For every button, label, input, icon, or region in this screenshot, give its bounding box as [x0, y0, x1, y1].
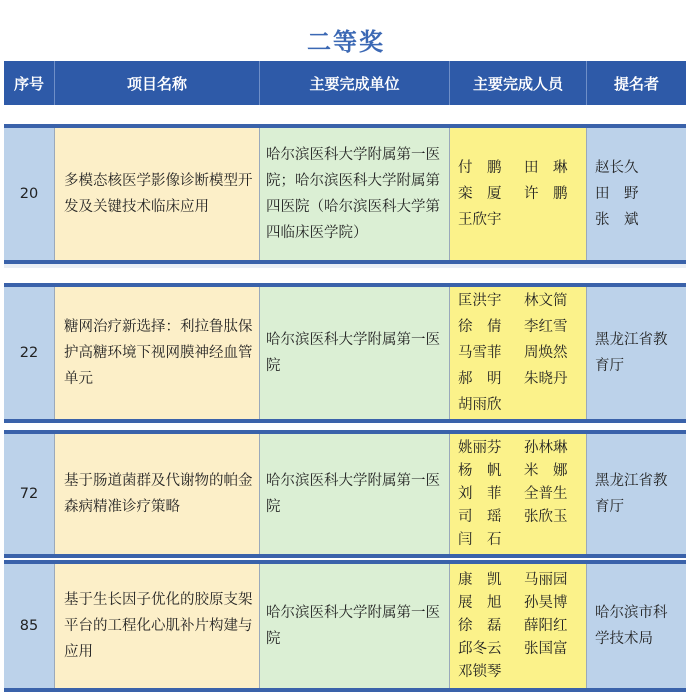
- person: 展 旭: [458, 594, 502, 611]
- row-unit: [260, 287, 450, 419]
- row-no: 20: [4, 128, 55, 260]
- project-name-text: 基于肠道菌群及代谢物的帕金森病精准诊疗策略: [64, 473, 253, 515]
- person: 匡洪宇: [458, 293, 502, 309]
- nominator-text: 张 斌: [595, 212, 639, 228]
- row-no: 72: [4, 434, 55, 554]
- table-header: [4, 61, 686, 105]
- person: 米 娜: [524, 462, 568, 479]
- person: 林文简: [524, 293, 568, 309]
- nominator-text: 哈尔滨市科学技术局: [595, 605, 668, 647]
- person: 付 鹏: [458, 160, 502, 176]
- row-unit: [260, 564, 450, 688]
- row-people: [450, 128, 587, 260]
- row-people: [450, 564, 587, 688]
- person: 胡雨欣: [458, 397, 502, 413]
- row-project-name: [55, 128, 260, 260]
- row-project-name: [55, 434, 260, 554]
- row-people: [450, 287, 587, 419]
- person: 刘 菲: [458, 485, 502, 502]
- row-nominator: [587, 564, 686, 688]
- project-name-text: 多模态核医学影像诊断模型开发及关键技术临床应用: [64, 173, 253, 215]
- person: 司 瑶: [458, 508, 502, 525]
- table-row: [4, 430, 686, 558]
- project-name-text: 糖网治疗新选择：利拉鲁肽保护高糖环境下视网膜神经血管单元: [64, 319, 253, 387]
- table-row: [4, 124, 686, 264]
- person: 周焕然: [524, 345, 568, 361]
- person: 马丽园: [524, 571, 568, 588]
- header-people: 主要完成人员: [450, 61, 587, 105]
- person: 孙昊博: [524, 594, 568, 611]
- person: 张国富: [524, 640, 568, 657]
- nominator-text: 黑龙江省教育厅: [595, 332, 668, 374]
- header-project-name: 项目名称: [55, 61, 260, 105]
- person: 栾 厦: [458, 186, 502, 202]
- row-nominator: [587, 128, 686, 260]
- row-nominator: [587, 287, 686, 419]
- unit-text: 哈尔滨医科大学附属第一医院: [266, 605, 440, 647]
- header-unit: 主要完成单位: [260, 61, 450, 105]
- unit-text: 哈尔滨医科大学附属第一医院: [266, 473, 440, 515]
- person: 邓锁琴: [458, 663, 502, 680]
- row-project-name: [55, 564, 260, 688]
- person: 马雪菲: [458, 345, 502, 361]
- row-no: 85: [4, 564, 55, 688]
- table-row: [4, 560, 686, 692]
- person: 姚丽芬: [458, 439, 502, 456]
- row-no: 22: [4, 287, 55, 419]
- row-people: [450, 434, 587, 554]
- person: 全普生: [524, 485, 568, 502]
- row-project-name: [55, 287, 260, 419]
- person: 闫 石: [458, 531, 502, 548]
- person: 郝 明: [458, 371, 502, 387]
- person: 康 凯: [458, 571, 502, 588]
- nominator-text: 黑龙江省教育厅: [595, 473, 668, 515]
- person: 薛阳红: [524, 617, 568, 634]
- person: 朱晓丹: [524, 371, 568, 387]
- nominator-text: 赵长久: [595, 160, 639, 176]
- person: 李红雪: [524, 319, 568, 335]
- project-name-text: 基于生长因子优化的胶原支架平台的工程化心肌补片构建与应用: [64, 592, 253, 660]
- unit-text: 哈尔滨医科大学附属第一医院: [266, 332, 440, 374]
- person: 张欣玉: [524, 508, 568, 525]
- header-nominator: 提名者: [613, 74, 659, 93]
- person: 田 琳: [524, 160, 568, 176]
- unit-text: 哈尔滨医科大学附属第一医院；哈尔滨医科大学附属第四医院（哈尔滨医科大学第四临床医学院）: [266, 147, 440, 241]
- page-title: 二等奖: [307, 28, 385, 56]
- row-nominator: [587, 434, 686, 554]
- person: 杨 帆: [458, 462, 502, 479]
- person: 徐 磊: [458, 617, 502, 634]
- nominator-text: 田 野: [595, 186, 639, 202]
- person: 许 鹏: [524, 186, 568, 202]
- person: 邱冬云: [458, 640, 502, 657]
- row-unit: [260, 434, 450, 554]
- row-unit: [260, 128, 450, 260]
- person: 孙林琳: [524, 439, 568, 456]
- table-row: [4, 283, 686, 423]
- header-no: 序号: [4, 61, 55, 105]
- person: 王欣宇: [458, 212, 502, 228]
- person: 徐 倩: [458, 319, 502, 335]
